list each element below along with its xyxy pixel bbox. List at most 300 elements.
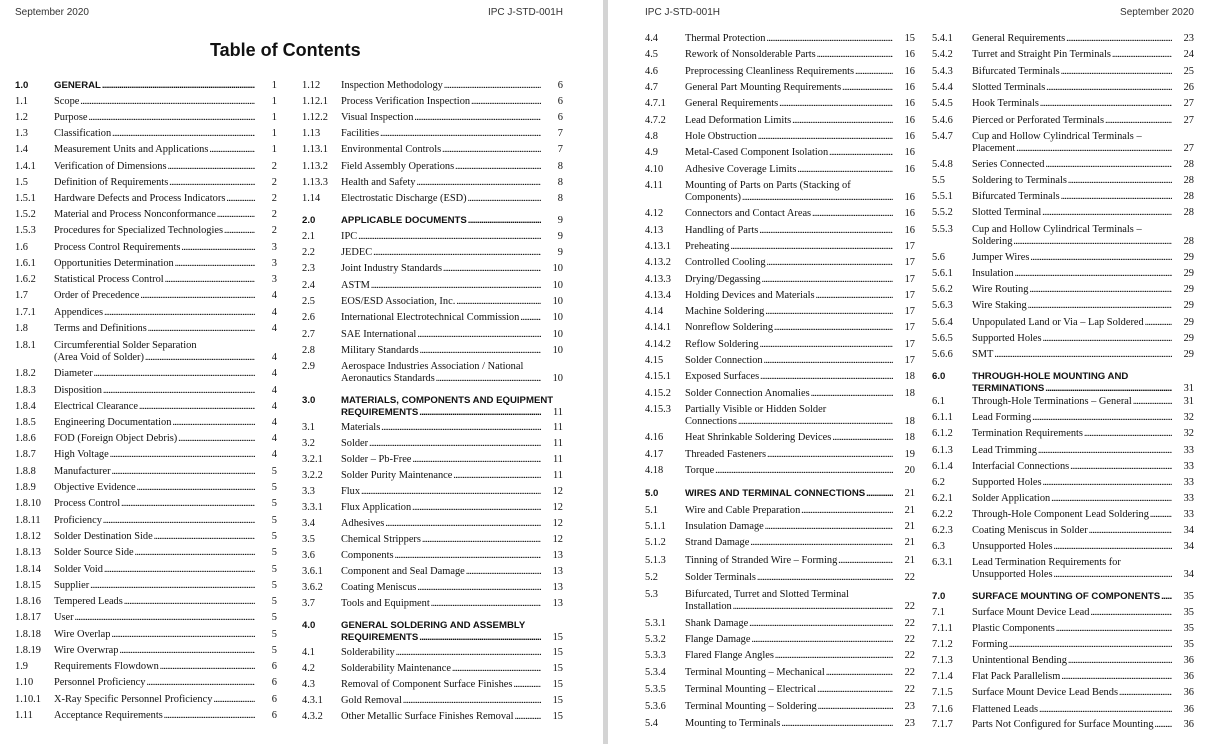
page-number: 33 <box>1183 493 1194 504</box>
toc-entry[interactable] <box>15 449 277 461</box>
section-title: Unsupported Holes . . . <box>972 541 1172 553</box>
toc-entry[interactable] <box>932 131 1194 155</box>
section-number: 1.8.4 <box>15 401 36 412</box>
section-title: Lead Trimming . . . <box>972 445 1172 457</box>
toc-entry[interactable] <box>645 555 915 567</box>
section-number: 7.1 <box>932 607 945 618</box>
section-number: 1.13.2 <box>302 161 328 172</box>
toc-entry[interactable] <box>645 115 915 127</box>
page-number: 7 <box>557 128 563 139</box>
section-number: 7.1.6 <box>932 704 953 715</box>
section-title: Slotted Terminal . . . <box>972 207 1172 219</box>
toc-entry[interactable] <box>645 684 915 696</box>
section-number: 3.4 <box>302 518 315 529</box>
page-number: 17 <box>904 322 915 333</box>
toc-entry[interactable] <box>932 557 1194 581</box>
section-title: Process Control . . . <box>54 498 255 510</box>
toc-entry[interactable] <box>302 177 563 189</box>
toc-entry[interactable] <box>302 486 563 498</box>
toc-entry[interactable] <box>15 177 277 189</box>
page-number: 33 <box>1183 477 1194 488</box>
toc-entry[interactable] <box>15 323 277 335</box>
toc-entry[interactable] <box>932 175 1194 187</box>
section-number: 2.1 <box>302 231 315 242</box>
section-number: 1.3 <box>15 128 28 139</box>
toc-entry[interactable] <box>645 371 915 383</box>
toc-entry[interactable] <box>302 231 563 243</box>
toc-entry[interactable] <box>302 422 563 434</box>
page-number: 5 <box>271 564 277 575</box>
toc-entry[interactable] <box>302 263 563 275</box>
section-title: Flux . . . <box>341 486 541 498</box>
page-number: 16 <box>904 192 915 203</box>
toc-entry[interactable] <box>302 679 563 691</box>
toc-entry[interactable] <box>302 161 563 173</box>
section-title: Unsupported Holes . . . <box>972 569 1172 581</box>
toc-entry[interactable] <box>302 582 563 594</box>
section-title: WIRES AND TERMINAL CONNECTIONS . . . <box>685 488 893 500</box>
page-number: 11 <box>552 407 563 418</box>
toc-entry[interactable] <box>932 445 1194 457</box>
section-title: Turret and Straight Pin Terminals . . . <box>972 49 1172 61</box>
toc-entry[interactable] <box>645 505 915 517</box>
page-number: 23 <box>904 701 915 712</box>
section-number: 4.2 <box>302 663 315 674</box>
section-title: Requirements Flowdown . . . <box>54 661 255 673</box>
section-number: 1.8.14 <box>15 564 41 575</box>
toc-entry[interactable] <box>15 112 277 124</box>
page-number: 22 <box>904 634 915 645</box>
section-title: Solder Application . . . <box>972 493 1172 505</box>
page-number: 32 <box>1183 428 1194 439</box>
page-number: 28 <box>1183 191 1194 202</box>
toc-entry[interactable] <box>932 66 1194 78</box>
toc-entry[interactable] <box>302 620 563 644</box>
toc-entry[interactable] <box>932 477 1194 489</box>
toc-entry[interactable] <box>932 207 1194 219</box>
toc-entry[interactable] <box>932 396 1194 408</box>
page-number: 1 <box>271 112 277 123</box>
section-title: Heat Shrinkable Soldering Devices . . . <box>685 432 893 444</box>
toc-entry[interactable] <box>302 144 563 156</box>
page-number: 16 <box>904 164 915 175</box>
section-title: Wire Staking . . . <box>972 300 1172 312</box>
toc-entry[interactable] <box>302 663 563 675</box>
toc-entry[interactable] <box>15 661 277 673</box>
page-number: 22 <box>904 684 915 695</box>
page-number: 16 <box>904 115 915 126</box>
toc-entry[interactable] <box>302 96 563 108</box>
toc-entry[interactable] <box>645 465 915 477</box>
page-number: 1 <box>271 128 277 139</box>
section-number: 5.3.1 <box>645 618 666 629</box>
section-title-line1: Mounting of Parts on Parts (Stacking of <box>685 180 851 191</box>
toc-entry[interactable] <box>932 671 1194 683</box>
page-number: 6 <box>557 96 563 107</box>
section-title: Hook Terminals . . . <box>972 98 1172 110</box>
toc-entry[interactable] <box>645 537 915 549</box>
toc-entry[interactable] <box>302 193 563 205</box>
toc-entry[interactable] <box>645 432 915 444</box>
page-number: 15 <box>552 632 563 643</box>
section-number: 4.3.1 <box>302 695 323 706</box>
toc-entry[interactable] <box>15 96 277 108</box>
toc-entry[interactable] <box>932 719 1194 731</box>
section-title: Verification of Dimensions . . . <box>54 161 255 173</box>
toc-entry[interactable] <box>302 215 563 227</box>
section-number: 1.13.3 <box>302 177 328 188</box>
toc-entry[interactable] <box>15 531 277 543</box>
toc-entry[interactable] <box>15 368 277 380</box>
toc-entry[interactable] <box>645 667 915 679</box>
section-title: Insulation Damage . . . <box>685 521 893 533</box>
left-page <box>0 0 603 744</box>
section-title: Mounting to Terminals . . . <box>685 718 893 730</box>
section-title: Forming . . . <box>972 639 1172 651</box>
toc-entry[interactable] <box>15 629 277 641</box>
toc-entry[interactable] <box>645 488 915 500</box>
toc-entry[interactable] <box>302 329 563 341</box>
page-number: 5 <box>271 645 277 656</box>
toc-entry[interactable] <box>302 566 563 578</box>
section-title: Slotted Terminals . . . <box>972 82 1172 94</box>
page-number: 29 <box>1183 284 1194 295</box>
toc-entry[interactable] <box>302 361 563 385</box>
toc-entry[interactable] <box>932 317 1194 329</box>
toc-entry[interactable] <box>932 224 1194 248</box>
toc-entry[interactable] <box>15 417 277 429</box>
toc-entry[interactable] <box>302 518 563 530</box>
toc-entry[interactable] <box>302 647 563 659</box>
page-number: 21 <box>904 521 915 532</box>
toc-entry[interactable] <box>932 623 1194 635</box>
toc-entry[interactable] <box>302 598 563 610</box>
toc-entry[interactable] <box>15 340 277 364</box>
toc-entry[interactable] <box>15 128 277 140</box>
page-number: 11 <box>552 470 563 481</box>
toc-entry[interactable] <box>932 655 1194 667</box>
section-number: 1.8.19 <box>15 645 41 656</box>
section-title: General Requirements . . . <box>972 33 1172 45</box>
toc-entry[interactable] <box>15 547 277 559</box>
toc-entry[interactable] <box>15 596 277 608</box>
section-title: Adhesive Coverage Limits . . . <box>685 164 893 176</box>
toc-entry[interactable] <box>932 412 1194 424</box>
toc-entry[interactable] <box>302 695 563 707</box>
toc-entry[interactable] <box>302 345 563 357</box>
toc-entry[interactable] <box>302 280 563 292</box>
toc-entry[interactable] <box>645 257 915 269</box>
section-number: 1.8.10 <box>15 498 41 509</box>
page-number: 17 <box>904 290 915 301</box>
section-title: Threaded Fasteners . . . <box>685 449 893 461</box>
section-title: Installation . . . <box>685 601 893 613</box>
section-title: Parts Not Configured for Surface Mounting . . . <box>972 719 1172 731</box>
section-title: Strand Damage . . . <box>685 537 893 549</box>
toc-entry[interactable] <box>932 639 1194 651</box>
toc-entry[interactable] <box>932 428 1194 440</box>
toc-entry[interactable] <box>645 650 915 662</box>
section-number: 3.2 <box>302 438 315 449</box>
section-number: 6.0 <box>932 371 946 382</box>
page-number: 4 <box>271 385 277 396</box>
toc-entry[interactable] <box>932 300 1194 312</box>
section-number: 6.1.2 <box>932 428 953 439</box>
toc-entry[interactable] <box>302 534 563 546</box>
toc-entry[interactable] <box>932 33 1194 45</box>
section-title: Pierced or Perforated Terminals . . . <box>972 115 1172 127</box>
page-number: 17 <box>904 257 915 268</box>
toc-entry[interactable] <box>15 677 277 689</box>
toc-entry[interactable] <box>932 607 1194 619</box>
toc-entry[interactable] <box>15 161 277 173</box>
section-title: Flux Application . . . <box>341 502 541 514</box>
section-number: 5.1.1 <box>645 521 666 532</box>
page-number: 17 <box>904 339 915 350</box>
section-title: Gold Removal . . . <box>341 695 541 707</box>
toc-entry[interactable] <box>645 49 915 61</box>
page-number: 1 <box>271 80 277 91</box>
toc-entry[interactable] <box>15 80 277 92</box>
toc-entry[interactable] <box>302 550 563 562</box>
toc-entry[interactable] <box>932 493 1194 505</box>
toc-entry[interactable] <box>302 112 563 124</box>
page-number: 13 <box>552 566 563 577</box>
toc-entry[interactable] <box>15 466 277 478</box>
section-number: 1.6.1 <box>15 258 36 269</box>
toc-entry[interactable] <box>15 645 277 657</box>
section-title: Tools and Equipment . . . <box>341 598 541 610</box>
toc-entry[interactable] <box>302 454 563 466</box>
toc-entry[interactable] <box>15 612 277 624</box>
section-title: Removal of Component Surface Finishes . . . <box>341 679 541 691</box>
section-number: 1.8 <box>15 323 28 334</box>
page-number: 17 <box>904 306 915 317</box>
toc-entry[interactable] <box>932 252 1194 264</box>
toc-entry[interactable] <box>645 290 915 302</box>
section-title: SMT . . . <box>972 349 1172 361</box>
section-number: 4.12 <box>645 208 664 219</box>
toc-entry[interactable] <box>645 147 915 159</box>
toc-entry[interactable] <box>645 208 915 220</box>
page-number: 29 <box>1183 349 1194 360</box>
section-number: 4.14.1 <box>645 322 671 333</box>
section-number: 1.2 <box>15 112 28 123</box>
section-title: Procedures for Specialized Technologies . . . <box>54 225 255 237</box>
toc-entry[interactable] <box>645 355 915 367</box>
page-number: 34 <box>1183 525 1194 536</box>
section-title: Coating Meniscus in Solder . . . <box>972 525 1172 537</box>
section-number: 4.10 <box>645 164 664 175</box>
section-title: International Electrotechnical Commission . . . <box>341 312 541 324</box>
toc-entry[interactable] <box>15 401 277 413</box>
toc-entry[interactable] <box>15 225 277 237</box>
toc-entry[interactable] <box>645 306 915 318</box>
toc-entry[interactable] <box>932 349 1194 361</box>
page-number: 21 <box>904 505 915 516</box>
section-title: Through-Hole Terminations – General . . . <box>972 396 1172 408</box>
page-number: 36 <box>1183 704 1194 715</box>
section-title: Manufacturer . . . <box>54 466 255 478</box>
section-title: Personnel Proficiency . . . <box>54 677 255 689</box>
section-title: Acceptance Requirements . . . <box>54 710 255 722</box>
toc-entry[interactable] <box>302 247 563 259</box>
toc-entry[interactable] <box>645 225 915 237</box>
page-number: 1 <box>271 144 277 155</box>
toc-entry[interactable] <box>15 144 277 156</box>
page-number: 36 <box>1183 687 1194 698</box>
page-number: 12 <box>552 486 563 497</box>
page-number: 13 <box>552 550 563 561</box>
toc-entry[interactable] <box>645 180 915 204</box>
page-number: 29 <box>1183 300 1194 311</box>
toc-entry[interactable] <box>645 82 915 94</box>
section-number: 4.4 <box>645 33 658 44</box>
toc-entry[interactable] <box>932 525 1194 537</box>
toc-entry[interactable] <box>645 241 915 253</box>
toc-entry[interactable] <box>302 438 563 450</box>
toc-entry[interactable] <box>15 710 277 722</box>
page-number: 4 <box>271 307 277 318</box>
toc-entry[interactable] <box>932 159 1194 171</box>
section-title: Flat Pack Parallelism . . . <box>972 671 1172 683</box>
toc-entry[interactable] <box>15 209 277 221</box>
toc-entry[interactable] <box>932 268 1194 280</box>
toc-entry[interactable] <box>645 521 915 533</box>
toc-entry[interactable] <box>645 164 915 176</box>
page-number: 29 <box>1183 252 1194 263</box>
toc-entry[interactable] <box>645 322 915 334</box>
toc-entry[interactable] <box>15 290 277 302</box>
page-number: 36 <box>1183 671 1194 682</box>
toc-entry[interactable] <box>645 131 915 143</box>
toc-entry[interactable] <box>15 433 277 445</box>
page-number: 5 <box>271 547 277 558</box>
toc-entry[interactable] <box>15 193 277 205</box>
toc-entry[interactable] <box>645 589 915 613</box>
toc-entry[interactable] <box>15 307 277 319</box>
toc-entry[interactable] <box>302 296 563 308</box>
section-title: X-Ray Specific Personnel Proficiency . . . <box>54 694 255 706</box>
toc-entry[interactable] <box>15 482 277 494</box>
section-number: 5.5.1 <box>932 191 953 202</box>
toc-entry[interactable] <box>302 80 563 92</box>
section-title: Solder Connection . . . <box>685 355 893 367</box>
toc-entry[interactable] <box>645 718 915 730</box>
section-number: 5.6.5 <box>932 333 953 344</box>
toc-entry[interactable] <box>932 509 1194 521</box>
section-title: Wire and Cable Preparation . . . <box>685 505 893 517</box>
section-title: Through-Hole Component Lead Soldering . . . <box>972 509 1172 521</box>
toc-entry[interactable] <box>15 498 277 510</box>
toc-entry[interactable] <box>15 580 277 592</box>
page-number: 21 <box>904 488 915 499</box>
toc-entry[interactable] <box>15 242 277 254</box>
toc-entry[interactable] <box>645 66 915 78</box>
section-number: 4.5 <box>645 49 658 60</box>
section-number: 5.6.4 <box>932 317 953 328</box>
section-number: 5.3 <box>645 589 658 600</box>
toc-entry[interactable] <box>15 564 277 576</box>
section-number: 1.6 <box>15 242 28 253</box>
toc-entry[interactable] <box>645 274 915 286</box>
toc-entry[interactable] <box>932 704 1194 716</box>
toc-entry[interactable] <box>15 274 277 286</box>
section-title: Surface Mount Device Lead Bends . . . <box>972 687 1172 699</box>
section-number: 3.0 <box>302 395 316 406</box>
page-number: 28 <box>1183 236 1194 247</box>
toc-entry[interactable] <box>932 191 1194 203</box>
toc-entry[interactable] <box>302 502 563 514</box>
section-number: 5.5.2 <box>932 207 953 218</box>
section-title: Termination Requirements . . . <box>972 428 1172 440</box>
toc-entry[interactable] <box>932 49 1194 61</box>
toc-entry[interactable] <box>645 634 915 646</box>
toc-entry[interactable] <box>645 33 915 45</box>
toc-entry[interactable] <box>645 449 915 461</box>
toc-entry[interactable] <box>302 470 563 482</box>
toc-entry[interactable] <box>932 687 1194 699</box>
toc-entry[interactable] <box>645 701 915 713</box>
page-number: 5 <box>271 498 277 509</box>
toc-entry[interactable] <box>302 711 563 723</box>
page-number: 8 <box>557 177 563 188</box>
toc-entry[interactable] <box>932 284 1194 296</box>
section-title: Soldering . . . <box>972 236 1172 248</box>
toc-entry[interactable] <box>645 618 915 630</box>
section-number: 2.5 <box>302 296 315 307</box>
toc-entry[interactable] <box>932 82 1194 94</box>
toc-entry[interactable] <box>302 128 563 140</box>
toc-entry[interactable] <box>645 404 915 428</box>
toc-entry[interactable] <box>932 591 1194 603</box>
section-number: 6.2 <box>932 477 945 488</box>
section-title: Solderability . . . <box>341 647 541 659</box>
section-title: Joint Industry Standards . . . <box>341 263 541 275</box>
section-number: 5.3.6 <box>645 701 666 712</box>
toc-entry[interactable] <box>932 461 1194 473</box>
section-number: 5.1 <box>645 505 658 516</box>
section-title: Connections . . . <box>685 416 893 428</box>
toc-entry[interactable] <box>932 333 1194 345</box>
toc-entry[interactable] <box>302 395 563 419</box>
section-title: GENERAL . . . <box>54 80 255 92</box>
section-number: 1.7 <box>15 290 28 301</box>
toc-entry[interactable] <box>932 98 1194 110</box>
toc-entry[interactable] <box>932 115 1194 127</box>
page-number: 6 <box>557 112 563 123</box>
page-number: 16 <box>904 147 915 158</box>
page-number: 16 <box>904 49 915 60</box>
toc-entry[interactable] <box>932 541 1194 553</box>
toc-entry[interactable] <box>302 312 563 324</box>
page-number: 3 <box>271 258 277 269</box>
section-number: 1.8.17 <box>15 612 41 623</box>
toc-entry[interactable] <box>15 694 277 706</box>
toc-entry[interactable] <box>645 572 915 584</box>
toc-entry[interactable] <box>645 339 915 351</box>
toc-entry[interactable] <box>15 515 277 527</box>
page-number: 16 <box>904 82 915 93</box>
toc-entry[interactable] <box>932 371 1194 395</box>
toc-entry[interactable] <box>15 385 277 397</box>
section-number: 4.9 <box>645 147 658 158</box>
section-title: Supplier . . . <box>54 580 255 592</box>
toc-entry[interactable] <box>645 98 915 110</box>
toc-entry[interactable] <box>15 258 277 270</box>
toc-entry[interactable] <box>645 388 915 400</box>
page-number: 35 <box>1183 623 1194 634</box>
